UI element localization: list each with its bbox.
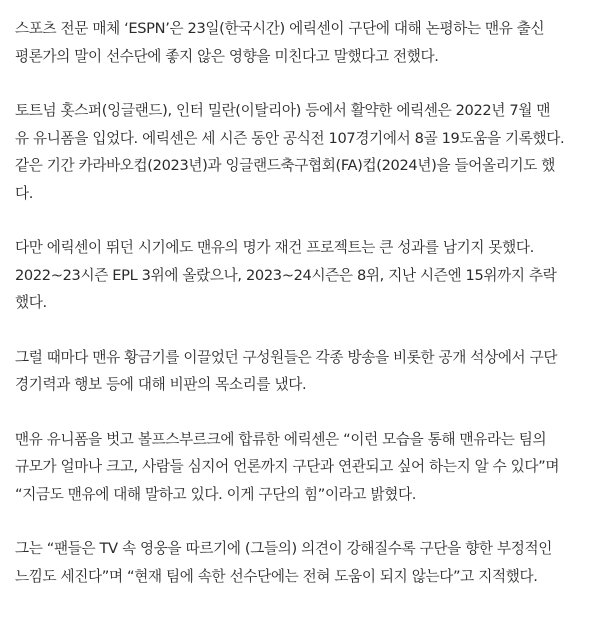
article-paragraph (15, 344, 600, 399)
text-line: 다. (15, 184, 34, 202)
text-line: “지금도 맨유에 대해 말하고 있다. 이게 구단의 힘”이라고 밝혔다. (15, 485, 417, 503)
article-paragraph (15, 234, 600, 317)
text-line: 맨유 유니폼을 벗고 볼프스부르크에 합류한 에릭센은 “이런 모습을 통해 맨유라는 팀의 (15, 430, 547, 448)
text-line: 경기력과 행보 등에 대해 비판의 목소리를 냈다. (15, 376, 307, 393)
text-line: 다만 에릭센이 뛰던 시기에도 맨유의 명가 재건 프로젝트는 큰 성과를 남기지 못했다. (15, 239, 534, 256)
text-line: 유 유니폼을 입었다. 에릭센은 세 시즌 동안 공식전 107경기에서 8골 19도움을 기록했다. (15, 129, 565, 147)
article-paragraph (15, 535, 600, 590)
text-line: 느낌도 세진다”며 “현재 팀에 속한 선수단에는 전혀 도움이 되지 않는다”고 지적했다. (15, 567, 538, 585)
text-line: 평론가의 말이 선수단에 좋지 않은 영향을 미친다고 말했다고 전했다. (15, 47, 439, 65)
text-line: 같은 기간 카라바오컵(2023년)과 잉글랜드축구협회(FA)컵(2024년)을 들어올리기도 했 (15, 157, 556, 174)
article-body (15, 15, 600, 617)
text-line: 토트넘 홋스퍼(잉글랜드), 인터 밀란(이탈리아) 등에서 활약한 에릭센은 2022년 7월 맨 (15, 102, 551, 119)
text-line: 했다. (15, 294, 47, 311)
text-line: 그는 “팬들은 TV 속 영웅을 따르기에 (그들의) 의견이 강해질수록 구단을 향한 부정적인 (15, 540, 552, 557)
text-line: 그럴 때마다 맨유 황금기를 이끌었던 구성원들은 각종 방송을 비롯한 공개 석상에서 구단 (15, 348, 558, 366)
article-paragraph (15, 15, 600, 70)
article-paragraph (15, 97, 600, 207)
text-line: 규모가 얼마나 크고, 사람들 심지어 언론까지 구단과 연관되고 싶어 하는지 알 수 있다”며 (15, 458, 560, 475)
text-line: 2022~23시즌 EPL 3위에 올랐으나, 2023~24시즌은 8위, 지난 시즌엔 15위까지 추락 (15, 266, 557, 284)
text-line: 스포츠 전문 매체 ‘ESPN’은 23일(한국시간) 에릭센이 구단에 대해 논평하는 맨유 출신 (15, 20, 545, 37)
article-paragraph (15, 426, 600, 509)
